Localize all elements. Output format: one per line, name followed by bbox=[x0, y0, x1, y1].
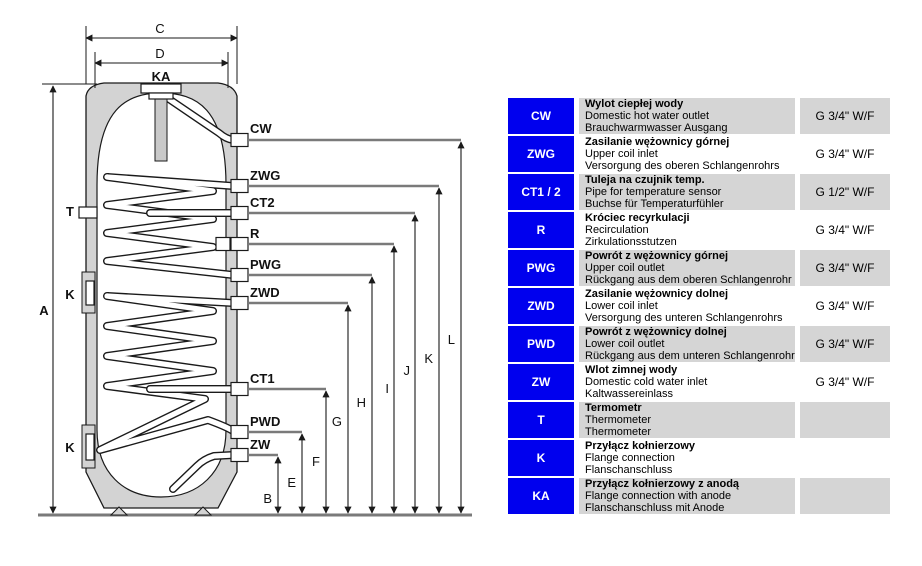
code-cell: CT1 / 2 bbox=[508, 174, 574, 210]
label-de: Rückgang aus dem unteren Schlangenrohr bbox=[585, 350, 795, 362]
code-cell: CW bbox=[508, 98, 574, 134]
label-de: Brauchwarmwasser Ausgang bbox=[585, 122, 728, 134]
table-row bbox=[508, 478, 890, 514]
label-de: Kaltwassereinlass bbox=[585, 388, 674, 400]
description-cell bbox=[579, 250, 795, 286]
leader-lines bbox=[248, 140, 461, 455]
table-row bbox=[508, 212, 890, 248]
label-en: Upper coil inlet bbox=[585, 148, 658, 160]
size-cell bbox=[800, 478, 890, 514]
description-cell bbox=[579, 174, 795, 210]
flange-lower bbox=[82, 425, 95, 468]
table-row bbox=[508, 440, 890, 476]
connections-table bbox=[508, 98, 890, 516]
label-en: Flange connection with anode bbox=[585, 490, 732, 502]
label-dim-j: J bbox=[403, 363, 410, 378]
code-cell: PWD bbox=[508, 326, 574, 362]
code-cell: ZWD bbox=[508, 288, 574, 324]
label-en: Domestic hot water outlet bbox=[585, 110, 710, 122]
label-pl: Przyłącz kołnierzowy z anodą bbox=[585, 478, 740, 490]
code-cell: K bbox=[508, 440, 574, 476]
label-pl: Powrót z wężownicy dolnej bbox=[585, 326, 727, 338]
table-row bbox=[508, 250, 890, 286]
label-pl: Wylot ciepłej wody bbox=[585, 98, 684, 110]
size-cell bbox=[800, 440, 890, 476]
table-row bbox=[508, 364, 890, 400]
description-cell bbox=[579, 98, 795, 134]
table-row bbox=[508, 136, 890, 172]
label-pl: Powrót z wężownicy górnej bbox=[585, 250, 729, 262]
label-en: Upper coil outlet bbox=[585, 262, 665, 274]
code-cell: KA bbox=[508, 478, 574, 514]
code-cell: PWG bbox=[508, 250, 574, 286]
label-de: Thermometer bbox=[585, 426, 652, 438]
label-dim-g: G bbox=[331, 414, 342, 429]
table-row bbox=[508, 402, 890, 438]
label-dim-a: A bbox=[39, 303, 49, 318]
label-en: Domestic cold water inlet bbox=[585, 376, 708, 388]
size-cell: G 3/4" W/F bbox=[800, 326, 890, 362]
label-pwd: PWD bbox=[250, 414, 281, 429]
code-cell: T bbox=[508, 402, 574, 438]
description-cell bbox=[579, 326, 795, 362]
label-pl: Zasilanie wężownicy dolnej bbox=[585, 288, 729, 300]
label-dim-k: K bbox=[424, 351, 433, 366]
size-cell: G 3/4" W/F bbox=[800, 212, 890, 248]
label-en: Lower coil inlet bbox=[585, 300, 658, 312]
description-cell bbox=[579, 440, 795, 476]
size-cell: G 3/4" W/F bbox=[800, 250, 890, 286]
label-dim-c: C bbox=[155, 21, 165, 36]
label-ka: KA bbox=[151, 69, 171, 84]
label-pwg: PWG bbox=[250, 257, 282, 272]
label-dim-h: H bbox=[356, 395, 366, 410]
thermometer-fitting bbox=[79, 207, 97, 218]
label-dim-d: D bbox=[155, 46, 165, 61]
label-pl: Przyłącz kołnierzowy bbox=[585, 440, 696, 452]
flange-upper bbox=[82, 272, 95, 313]
description-cell bbox=[579, 364, 795, 400]
description-cell bbox=[579, 212, 795, 248]
label-de: Flanschanschluss bbox=[585, 464, 673, 476]
table-row bbox=[508, 288, 890, 324]
table-row bbox=[508, 326, 890, 362]
label-de: Versorgung des unteren Schlangenrohrs bbox=[585, 312, 783, 324]
label-zwg: ZWG bbox=[250, 168, 281, 183]
label-pl: Tuleja na czujnik temp. bbox=[585, 174, 705, 186]
table-row bbox=[508, 98, 890, 134]
description-cell bbox=[579, 478, 795, 514]
label-dim-f: F bbox=[312, 454, 320, 469]
code-cell: ZW bbox=[508, 364, 574, 400]
label-en: Flange connection bbox=[585, 452, 675, 464]
code-cell: ZWG bbox=[508, 136, 574, 172]
label-dim-i: I bbox=[385, 381, 389, 396]
size-cell bbox=[800, 402, 890, 438]
label-k-upper: K bbox=[65, 287, 75, 302]
size-cell: G 3/4" W/F bbox=[800, 364, 890, 400]
label-ct1: CT1 bbox=[250, 371, 275, 386]
table-row bbox=[508, 174, 890, 210]
label-pl: Termometr bbox=[585, 402, 642, 414]
code-cell: R bbox=[508, 212, 574, 248]
label-r: R bbox=[250, 226, 260, 241]
size-cell: G 3/4" W/F bbox=[800, 98, 890, 134]
description-cell bbox=[579, 402, 795, 438]
label-zw: ZW bbox=[250, 437, 271, 452]
label-dim-b: B bbox=[263, 491, 272, 506]
label-en: Recirculation bbox=[585, 224, 649, 236]
description-cell bbox=[579, 288, 795, 324]
label-en: Thermometer bbox=[585, 414, 652, 426]
label-pl: Zasilanie wężownicy górnej bbox=[585, 136, 730, 148]
label-zwd: ZWD bbox=[250, 285, 280, 300]
label-de: Buchse für Temperaturfühler bbox=[585, 198, 724, 210]
label-pl: Króciec recyrkulacji bbox=[585, 212, 690, 224]
label-en: Lower coil outlet bbox=[585, 338, 665, 350]
size-cell: G 3/4" W/F bbox=[800, 136, 890, 172]
label-dim-l: L bbox=[447, 332, 455, 347]
label-ct2: CT2 bbox=[250, 195, 275, 210]
label-de: Flanschanschluss mit Anode bbox=[585, 502, 725, 514]
description-cell bbox=[579, 136, 795, 172]
label-dim-e: E bbox=[287, 475, 296, 490]
label-en: Pipe for temperature sensor bbox=[585, 186, 722, 198]
label-k-lower: K bbox=[65, 440, 75, 455]
label-cw: CW bbox=[250, 121, 272, 136]
anode-rod bbox=[155, 95, 167, 161]
label-de: Rückgang aus dem oberen Schlangenrohr bbox=[585, 274, 792, 286]
label-de: Zirkulationsstutzen bbox=[585, 236, 677, 248]
size-cell: G 3/4" W/F bbox=[800, 288, 890, 324]
size-cell: G 1/2" W/F bbox=[800, 174, 890, 210]
label-de: Versorgung des oberen Schlangenrohrs bbox=[585, 160, 780, 172]
label-t: T bbox=[66, 204, 74, 219]
label-pl: Wlot zimnej wody bbox=[585, 364, 678, 376]
